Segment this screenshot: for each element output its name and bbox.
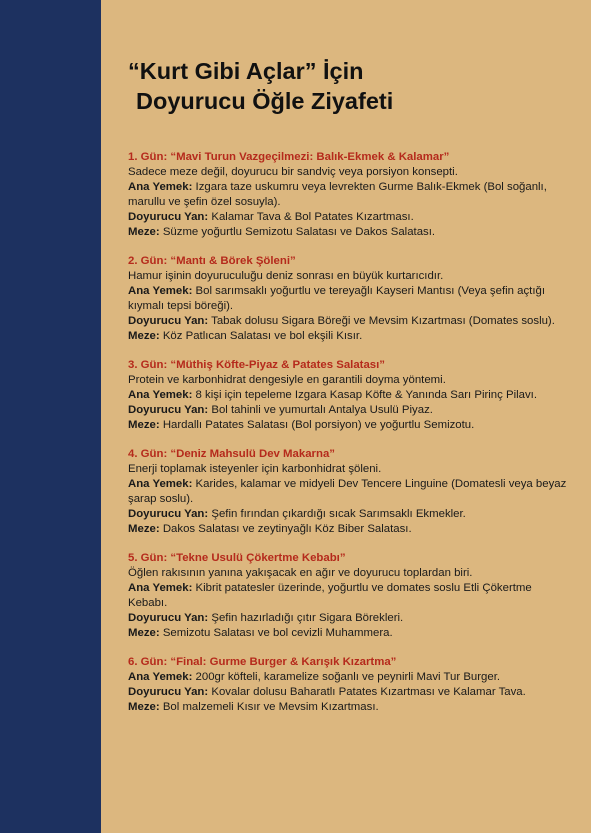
day-section-6 [128, 655, 568, 715]
side-dish-text: Şefin fırından çıkardığı sıcak Sarımsaklı Ekmekler. [208, 508, 466, 520]
main-dish-label: Ana Yemek: [128, 478, 193, 490]
main-dish-label: Ana Yemek: [128, 671, 193, 683]
meze-label: Meze: [128, 627, 160, 639]
day-section-1 [128, 150, 568, 240]
meze-label: Meze: [128, 330, 160, 342]
meze-text: Semizotu Salatası ve bol cevizli Muhammera. [159, 627, 393, 639]
day-heading: 5. Gün: “Tekne Usulü Çökertme Kebabı” [128, 552, 346, 564]
meze-text: Dakos Salatası ve zeytinyağlı Köz Biber Salatası. [159, 523, 412, 535]
side-dish-label: Doyurucu Yan: [128, 315, 209, 327]
side-color-bar [0, 0, 101, 833]
day-heading: 4. Gün: “Deniz Mahsulü Dev Makarna” [128, 448, 335, 460]
side-dish-line [128, 314, 568, 329]
main-dish-label: Ana Yemek: [128, 582, 193, 594]
main-dish-text: 200gr köfteli, karamelize soğanlı ve peynirli Mavi Tur Burger. [192, 671, 501, 683]
side-dish-line [128, 507, 568, 522]
side-dish-label: Doyurucu Yan: [128, 508, 209, 520]
day-intro: Protein ve karbonhidrat dengesiyle en garantili doyma yöntemi. [128, 374, 446, 386]
meze-label: Meze: [128, 701, 160, 713]
day-heading: 2. Gün: “Mantı & Börek Şöleni” [128, 255, 296, 267]
main-dish-line [128, 388, 568, 403]
meze-label: Meze: [128, 419, 160, 431]
side-dish-text: Bol tahinli ve yumurtalı Antalya Usulü Piyaz. [208, 404, 433, 416]
side-dish-label: Doyurucu Yan: [128, 404, 209, 416]
day-section-2 [128, 254, 568, 344]
meze-label: Meze: [128, 226, 160, 238]
side-dish-text: Şefin hazırladığı çıtır Sigara Börekleri. [208, 612, 404, 624]
side-dish-line [128, 210, 568, 225]
title-line-1: “Kurt Gibi Açlar” İçin [128, 58, 364, 84]
meze-text: Bol malzemeli Kısır ve Mevsim Kızartması. [159, 701, 379, 713]
day-heading: 3. Gün: “Müthiş Köfte-Piyaz & Patates Salatası” [128, 359, 385, 371]
day-heading: 6. Gün: “Final: Gurme Burger & Karışık Kızartma” [128, 656, 397, 668]
main-dish-text: Karides, kalamar ve midyeli Dev Tencere Linguine (Domatesli veya beyaz şarap soslu). [128, 478, 567, 505]
side-dish-text: Kalamar Tava & Bol Patates Kızartması. [208, 211, 414, 223]
day-heading: 1. Gün: “Mavi Turun Vazgeçilmezi: Balık-Ekmek & Kalamar” [128, 151, 450, 163]
main-dish-text: Bol sarımsaklı yoğurtlu ve tereyağlı Kayseri Mantısı (Veya şefin açtığı kıymalı tepsi böreği). [128, 285, 546, 312]
side-dish-text: Tabak dolusu Sigara Böreği ve Mevsim Kızartması (Domates soslu). [208, 315, 555, 327]
day-intro: Hamur işinin doyuruculuğu deniz sonrası en büyük kurtarıcıdır. [128, 270, 444, 282]
side-dish-label: Doyurucu Yan: [128, 612, 209, 624]
side-dish-line [128, 611, 568, 626]
meze-text: Süzme yoğurtlu Semizotu Salatası ve Dakos Salatası. [159, 226, 436, 238]
page-title [128, 56, 568, 116]
meze-line [128, 418, 568, 433]
main-dish-label: Ana Yemek: [128, 181, 193, 193]
side-dish-text: Kovalar dolusu Baharatlı Patates Kızartması ve Kalamar Tava. [208, 686, 526, 698]
meze-line [128, 522, 568, 537]
main-dish-line [128, 670, 568, 685]
meze-line [128, 225, 568, 240]
main-dish-text: 8 kişi için tepeleme Izgara Kasap Köfte & Yanında Sarı Pirinç Pilavı. [192, 389, 538, 401]
main-dish-text: Kibrit patatesler üzerinde, yoğurtlu ve domates soslu Etli Çökertme Kebabı. [128, 582, 532, 609]
meze-text: Hardallı Patates Salatası (Bol porsiyon) ve yoğurtlu Semizotu. [159, 419, 475, 431]
day-section-4 [128, 447, 568, 537]
meze-label: Meze: [128, 523, 160, 535]
meze-line [128, 700, 568, 715]
side-dish-label: Doyurucu Yan: [128, 686, 209, 698]
main-dish-text: Izgara taze uskumru veya levrekten Gurme Balık-Ekmek (Bol soğanlı, marullu ve şefin özel sosuyla). [128, 181, 547, 208]
meze-text: Köz Patlıcan Salatası ve bol ekşili Kısır. [159, 330, 363, 342]
main-dish-line [128, 284, 568, 314]
meze-line [128, 626, 568, 641]
main-dish-line [128, 180, 568, 210]
meze-line [128, 329, 568, 344]
day-section-5 [128, 551, 568, 641]
main-dish-label: Ana Yemek: [128, 285, 193, 297]
day-intro: Öğlen rakısının yanına yakışacak en ağır ve doyurucu toplardan biri. [128, 567, 473, 579]
side-dish-label: Doyurucu Yan: [128, 211, 209, 223]
day-intro: Enerji toplamak isteyenler için karbonhidrat şöleni. [128, 463, 382, 475]
title-line-2: Doyurucu Öğle Ziyafeti [136, 88, 394, 114]
main-dish-label: Ana Yemek: [128, 389, 193, 401]
day-section-3 [128, 358, 568, 433]
menu-document [128, 56, 568, 729]
main-dish-line [128, 581, 568, 611]
main-dish-line [128, 477, 568, 507]
side-dish-line [128, 403, 568, 418]
day-intro: Sadece meze değil, doyurucu bir sandviç veya porsiyon konsepti. [128, 166, 458, 178]
side-dish-line [128, 685, 568, 700]
